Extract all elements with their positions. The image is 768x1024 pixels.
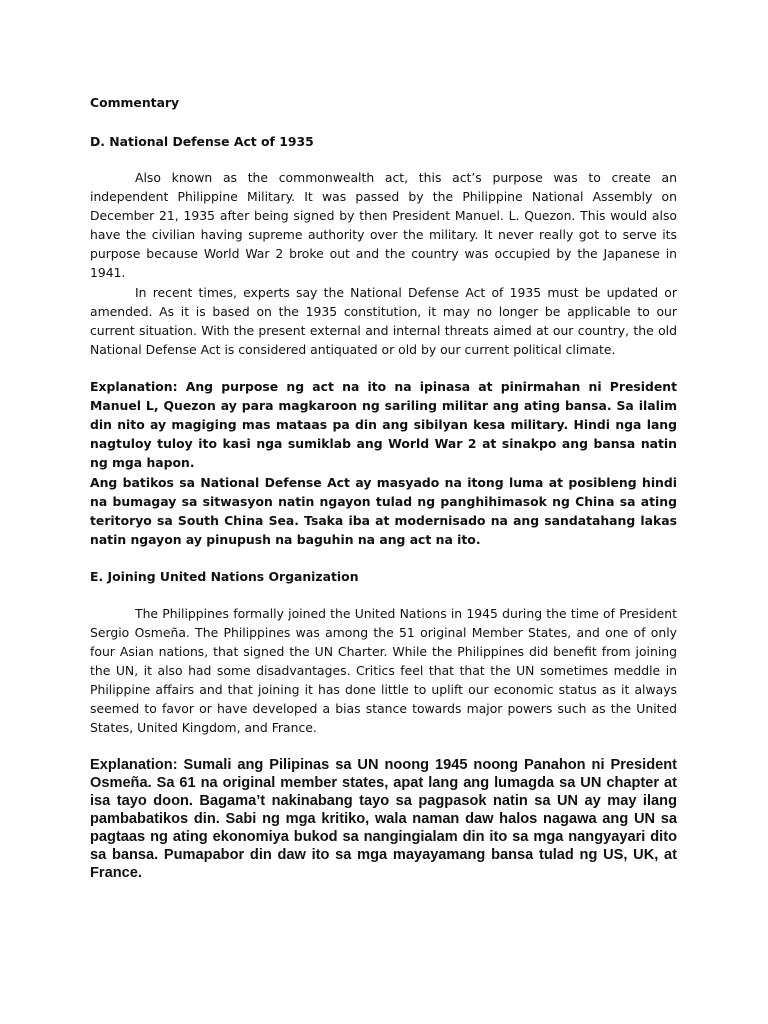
section-e-paragraph-1: The Philippines formally joined the United Nations in 1945 during the time of President Sergio Osmeña. The Philippines was among the 51 original Member States, and one of only four Asian nations, that signed the UN Charter. While the Philippines did benefit from joining the UN, it also had some disadvantages. Critics feel that that the UN sometimes meddle in Philippine affairs and that joining it has done little to uplift our economic status as it always seemed to favor or have developed a bias stance towards major powers such as the United States, United Kingdom, and France. xyxy=(90,606,677,735)
section-d-explanation-2: Ang batikos sa National Defense Act ay masyado na itong luma at posibleng hindi na bumagay sa sitwasyon natin ngayon tulad ng panghihimasok ng China sa ating teritoryo sa South China Sea. Tsaka iba at modernisado na ang sandatahang lakas natin ngayon ay pinupush na baguhin na ang act na ito. xyxy=(90,475,677,547)
section-d-explanation-1: Explanation: Ang purpose ng act na ito na ipinasa at pinirmahan ni President Manuel L, Quezon ay para magkaroon ng sariling militar ang ating bansa. Sa ilalim din nito ay magiging mas mataas pa din ang sibilyan kesa military. Hindi nga lang nagtuloy tuloy ito kasi nga sumiklab ang World War 2 at sinakpo ang bansa natin ng mga hapon. xyxy=(90,379,677,470)
section-e-explanation: Explanation: Sumali ang Pilipinas sa UN noong 1945 noong Panahon ni President Osmeña. Sa 61 na original member states, apat lang ang lumagda sa UN chapter at isa tayo doon. Bagama’t nakinabang tayo sa pagpasok natin sa UN ay may ilang pambabatikos din. Sabi ng mga kritiko, wala naman daw halos nagawa ang UN sa pagtaas ng ating ekonomiya bukod sa nangingialam din ito sa mga nangyayari dito sa bansa. Pumapabor din daw ito sa mga mayayamang bansa tulad ng US, UK, at France. xyxy=(90,757,677,881)
section-e-heading: E. Joining United Nations Organization xyxy=(90,569,359,584)
commentary-heading: Commentary xyxy=(90,95,180,110)
section-d-paragraph-1: Also known as the commonwealth act, this act’s purpose was to create an independent Philippine Military. It was passed by the Philippine National Assembly on December 21, 1935 after being signed by then President Manuel. L. Quezon. This would also have the civilian having supreme authority over the military. It never really got to serve its purpose because World War 2 broke out and the country was occupied by the Japanese in 1941. xyxy=(90,170,677,280)
section-d-heading: D. National Defense Act of 1935 xyxy=(90,134,314,149)
section-d-paragraph-2: In recent times, experts say the National Defense Act of 1935 must be updated or amended. As it is based on the 1935 constitution, it may no longer be applicable to our current situation. With the present external and internal threats aimed at our country, the old National Defense Act is considered antiquated or old by our current political climate. xyxy=(90,285,677,357)
